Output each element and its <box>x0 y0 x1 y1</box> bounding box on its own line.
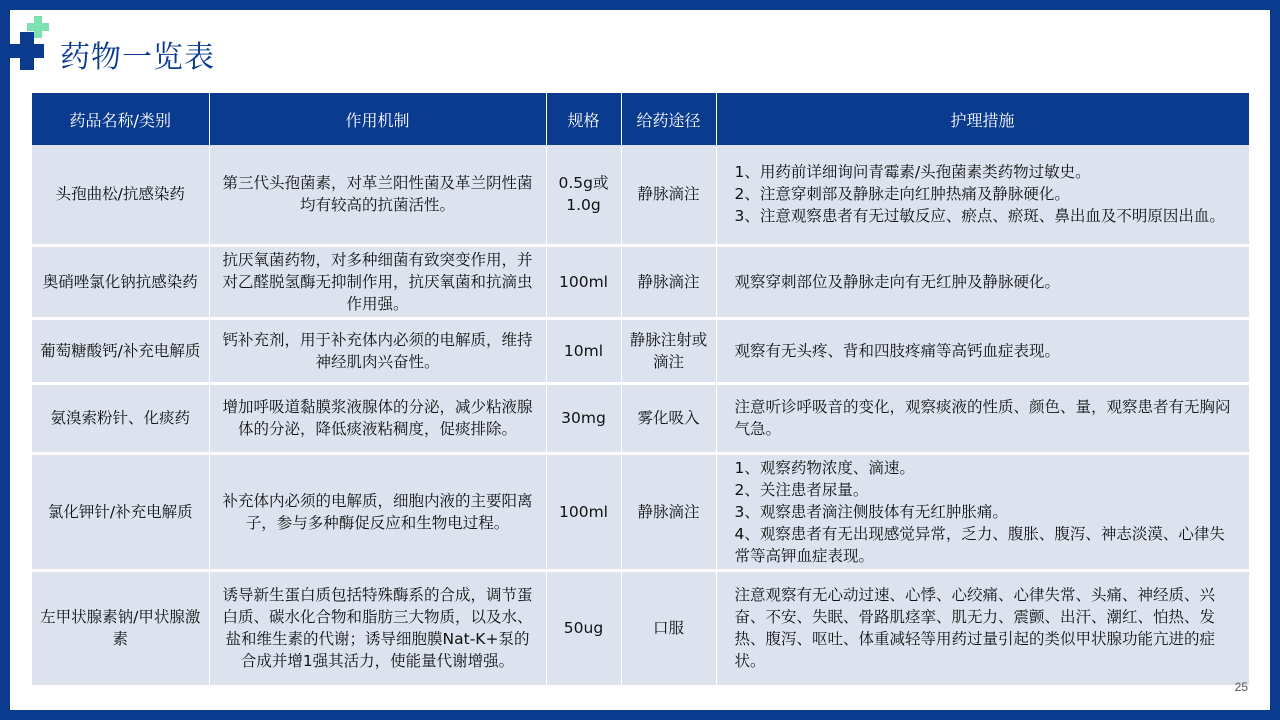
care-line: 2、关注患者尿量。 <box>734 480 869 499</box>
drug-route: 静脉滴注 <box>621 245 716 318</box>
drug-route: 静脉滴注 <box>621 145 716 245</box>
care-line: 3、注意观察患者有无过敏反应、瘀点、瘀斑、鼻出血及不明原因出血。 <box>734 207 1225 226</box>
header-mechanism: 作用机制 <box>209 93 546 145</box>
table-row <box>32 318 1249 383</box>
table-row <box>32 245 1249 318</box>
table-row <box>32 570 1249 686</box>
header-spec: 规格 <box>546 93 621 145</box>
drug-route: 静脉注射或滴注 <box>621 318 716 383</box>
drug-name: 头孢曲松/抗感染药 <box>32 145 209 245</box>
care-line: 观察穿刺部位及静脉走向有无红肿及静脉硬化。 <box>734 272 1061 291</box>
care-line: 3、观察患者滴注侧肢体有无红肿胀痛。 <box>734 502 1008 521</box>
drug-care <box>716 383 1249 453</box>
table-row <box>32 145 1249 245</box>
drug-care <box>716 453 1249 570</box>
table-row <box>32 383 1249 453</box>
header-route: 给药途径 <box>621 93 716 145</box>
drug-care <box>716 570 1249 686</box>
drug-care <box>716 318 1249 383</box>
drug-care <box>716 245 1249 318</box>
drug-spec: 10ml <box>546 318 621 383</box>
care-line: 1、用药前详细询问青霉素/头孢菌素类药物过敏史。 <box>734 163 1091 182</box>
header-care: 护理措施 <box>716 93 1249 145</box>
page-title: 药物一览表 <box>60 40 215 75</box>
care-line: 2、注意穿刺部及静脉走向红肿热痛及静脉硬化。 <box>734 185 1070 204</box>
drug-spec: 100ml <box>546 453 621 570</box>
drug-spec: 50ug <box>546 570 621 686</box>
care-line: 注意听诊呼吸音的变化，观察痰液的性质、颜色、量，观察患者有无胸闷气急。 <box>734 398 1231 438</box>
drug-route: 静脉滴注 <box>621 453 716 570</box>
drug-name: 左甲状腺素钠/甲状腺激素 <box>32 570 209 686</box>
care-line: 4、观察患者有无出现感觉异常，乏力、腹胀、腹泻、神志淡漠、心律失常等高钾血症表现。 <box>734 524 1225 565</box>
drug-route: 口服 <box>621 570 716 686</box>
drug-mechanism: 补充体内必须的电解质，细胞内液的主要阳离子，参与多种酶促反应和生物电过程。 <box>209 453 546 570</box>
care-line: 注意观察有无心动过速、心悸、心绞痛、心律失常、头痛、神经质、兴奋、不安、失眠、骨路肌痉挛、肌无力、震颤、出汗、潮红、怕热、发热、腹泻、呕吐、体重减轻等用药过量引起的类似甲状腺功能亢进的症状。 <box>734 586 1216 670</box>
header-name: 药品名称/类别 <box>32 93 209 145</box>
drug-spec: 30mg <box>546 383 621 453</box>
drug-route: 雾化吸入 <box>621 383 716 453</box>
drug-care <box>716 145 1249 245</box>
care-line: 观察有无头疼、背和四肢疼痛等高钙血症表现。 <box>734 341 1061 360</box>
drug-name: 氯化钾针/补充电解质 <box>32 453 209 570</box>
drug-spec: 100ml <box>546 245 621 318</box>
drug-name: 葡萄糖酸钙/补充电解质 <box>32 318 209 383</box>
table-row <box>32 453 1249 570</box>
drug-mechanism: 诱导新生蛋白质包括特殊酶系的合成，调节蛋白质、碳水化合物和脂肪三大物质，以及水、盐和维生素的代谢；诱导细胞膜Nat-K+泵的合成并增1强其活力，使能量代谢增强。 <box>209 570 546 686</box>
drug-mechanism: 钙补充剂，用于补充体内必须的电解质，维持神经肌肉兴奋性。 <box>209 318 546 383</box>
drug-spec: 0.5g或1.0g <box>546 145 621 245</box>
drug-name: 氨溴索粉针、化痰药 <box>32 383 209 453</box>
drug-mechanism: 第三代头孢菌素，对革兰阳性菌及革兰阴性菌均有较高的抗菌活性。 <box>209 145 546 245</box>
drug-table <box>32 93 1250 688</box>
drug-mechanism: 增加呼吸道黏膜浆液腺体的分泌，减少粘液腺体的分泌，降低痰液粘稠度，促痰排除。 <box>209 383 546 453</box>
table-header-row <box>32 93 1249 145</box>
care-line: 1、观察药物浓度、滴速。 <box>734 458 915 477</box>
slide <box>10 10 1270 710</box>
drug-mechanism: 抗厌氧菌药物，对多种细菌有致突变作用，并对乙醛脱氢酶无抑制作用，抗厌氧菌和抗滴虫作用强。 <box>209 245 546 318</box>
drug-name: 奥硝唑氯化钠抗感染药 <box>32 245 209 318</box>
page-number: 25 <box>1234 680 1248 694</box>
medical-cross-logo-icon <box>10 10 60 80</box>
